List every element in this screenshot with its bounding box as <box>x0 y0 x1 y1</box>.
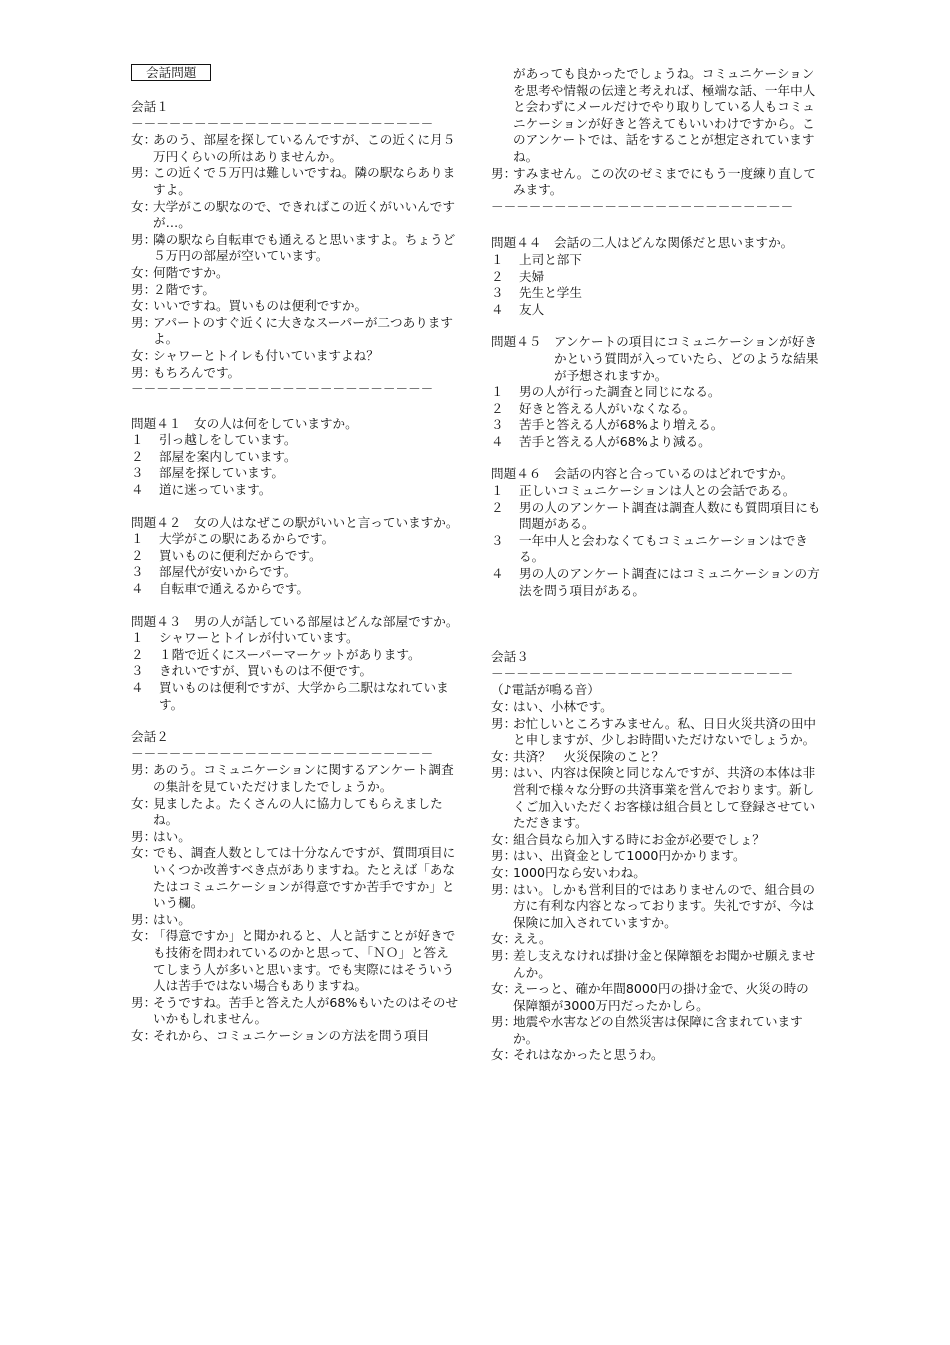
spacer <box>491 599 821 649</box>
question-header <box>131 416 461 433</box>
dialogue-line <box>491 1014 821 1047</box>
answer-option <box>491 417 821 434</box>
utterance: はい。 <box>153 828 191 844</box>
utterance: でも、調査人数としては十分なんですが、質問項目にいくつか改善すべき点がありますね。たとえば「あなたはコミュニケーションが得意ですか苦手ですか」という欄。 <box>153 845 456 911</box>
dialogue-line <box>131 845 461 911</box>
option-text: 部屋を案内しています。 <box>159 448 297 464</box>
answer-option <box>131 663 461 680</box>
option-number: ４ <box>131 581 144 597</box>
answer-option <box>131 581 461 598</box>
option-number: ２ <box>491 400 504 416</box>
option-number: ２ <box>131 547 144 563</box>
dialogue-line <box>131 829 461 846</box>
answer-option <box>491 384 821 401</box>
dialogue-line <box>491 882 821 932</box>
dialogue-line <box>491 1047 821 1064</box>
option-number: １ <box>131 630 144 646</box>
utterance: シャワーとトイレも付いていますよね？ <box>153 347 379 363</box>
dialogue-line <box>491 166 821 199</box>
answer-option <box>131 531 461 548</box>
option-text: 大学がこの駅にあるからです。 <box>159 531 335 547</box>
utterance: 何階ですか。 <box>153 264 229 280</box>
answer-option <box>491 401 821 418</box>
speaker: 男： <box>491 947 517 963</box>
speaker: 男： <box>131 364 157 380</box>
answer-option <box>131 432 461 449</box>
dialogue-line <box>491 699 821 716</box>
page-heading: 会話問題 <box>131 64 211 81</box>
question-header <box>491 235 821 252</box>
conversation-2 <box>131 729 461 1044</box>
answer-option <box>131 449 461 466</box>
question-number: 問題４５ <box>491 334 554 350</box>
utterance: 差し支えなければ掛け金と保障額をお聞かせ願えませんか。 <box>513 947 816 980</box>
left-column <box>131 64 461 1044</box>
dialogue-line <box>131 232 461 265</box>
dialogue-line <box>491 865 821 882</box>
option-number: １ <box>131 432 144 448</box>
answer-option <box>491 269 821 286</box>
utterance: ２階です。 <box>153 281 215 297</box>
question-text: 会話の内容と合っているのはどれですか。 <box>553 466 794 482</box>
dialogue-line <box>131 298 461 315</box>
utterance: えーっと、確か年間8000円の掛け金で、火災の時の保障額が3000万円だったかしら。 <box>513 981 809 1013</box>
utterance: はい、小林です。 <box>513 699 613 714</box>
option-number: ３ <box>131 564 144 580</box>
utterance: いいですね。買いものは便利ですか。 <box>153 298 368 314</box>
option-number: ４ <box>491 566 504 582</box>
speaker: 男： <box>491 165 517 181</box>
option-text: 男の人のアンケート調査は調査人数にも質問項目にも問題がある。 <box>519 499 821 532</box>
question-46 <box>491 466 821 599</box>
utterance: それから、コミュニケーションの方法を問う項目 <box>153 1027 430 1043</box>
dialogue-line <box>131 796 461 829</box>
speaker: 女： <box>491 748 517 764</box>
option-text: きれいですが、買いものは不便です。 <box>159 663 373 679</box>
speaker: 男： <box>131 911 157 927</box>
question-header <box>131 614 461 631</box>
question-number: 問題４６ <box>491 466 554 482</box>
utterance: あのう、部屋を探しているんですが、この近くに月５万円くらいの所はありませんか。 <box>153 132 456 164</box>
option-text: 苦手と答える人が68%より増える。 <box>519 417 724 433</box>
utterance: があっても良かったでしょうね。コミュニケーションを思考や情報の伝達と考えれば、極端な話、一年中人と会わずにメールだけでやり取りしている人もコミュニケーションが好きと答えてもいいわけですから。このアンケートでは、話をすることが想定されていますね。 <box>513 66 816 164</box>
option-number: １ <box>491 251 504 267</box>
answer-option <box>131 680 461 713</box>
dialogue-line <box>491 981 821 1014</box>
question-44 <box>491 235 821 318</box>
answer-option <box>491 285 821 302</box>
option-number: ４ <box>131 482 144 498</box>
speaker: 女： <box>131 264 157 280</box>
speaker: 男： <box>491 765 517 781</box>
speaker: 男： <box>131 281 157 297</box>
option-number: １ <box>131 531 144 547</box>
utterance: それはなかったと思うわ。 <box>513 1047 664 1063</box>
utterance: 地震や水害などの自然災害は保障に含まれていますか。 <box>513 1014 803 1046</box>
utterance: 大学がこの駅なので、できればこの近くがいいんですが…。 <box>153 198 455 231</box>
dialogue-line <box>491 832 821 849</box>
speaker: 女： <box>491 699 517 714</box>
dialogue-line <box>131 365 461 382</box>
option-text: 引っ越しをしています。 <box>159 432 297 448</box>
option-text: 友人 <box>519 301 545 317</box>
question-text: 男の人が話している部屋はどんな部屋ですか。 <box>193 613 459 629</box>
divider: －－－－－－－－－－－－－－－－－－－－－－－－ <box>131 745 434 761</box>
dialogue-line <box>131 995 461 1028</box>
option-number: ３ <box>491 417 504 433</box>
utterance: すみません。この次のゼミまでにもう一度練り直してみます。 <box>513 165 817 198</box>
conversation-1-lines <box>131 132 461 381</box>
right-column <box>491 66 821 1064</box>
option-text: 好きと答える人がいなくなる。 <box>519 400 696 416</box>
dialogue-line <box>131 265 461 282</box>
answer-option <box>491 302 821 319</box>
conversation-2-title: 会話２ <box>131 729 169 745</box>
utterance: アパートのすぐ近くに大きなスーパーが二つありますよ。 <box>153 314 453 347</box>
answer-option <box>131 564 461 581</box>
dialogue-line <box>131 1028 461 1045</box>
option-text: １階で近くにスーパーマーケットがあります。 <box>159 646 421 662</box>
divider: －－－－－－－－－－－－－－－－－－－－－－－－ <box>131 115 434 131</box>
answer-option <box>131 482 461 499</box>
option-text: 自転車で通えるからです。 <box>159 581 309 597</box>
utterance: はい、内容は保険と同じなんですが、共済の本体は非営利で様々な分野の共済事業を営んでおります。新しくご加入いただくお客様は組合員として登録させていただきます。 <box>513 765 816 831</box>
dialogue-line <box>131 762 461 795</box>
question-number: 問題４３ <box>131 613 194 629</box>
option-text: 部屋を探しています。 <box>159 465 284 481</box>
utterance: あのう。コミュニケーションに関するアンケート調査の集計を見ていただけましたでしょうか。 <box>153 762 454 794</box>
answer-option <box>491 566 821 599</box>
speaker: 女： <box>131 1027 157 1043</box>
utterance: 1000円なら安いわね。 <box>513 864 646 880</box>
speaker: 男： <box>131 231 157 247</box>
speaker: 男： <box>491 848 517 864</box>
option-text: 一年中人と会わなくてもコミュニケーションはできる。 <box>519 532 808 565</box>
question-header <box>131 515 461 532</box>
speaker: 男： <box>131 762 157 778</box>
option-number: ３ <box>131 663 144 679</box>
dialogue-line <box>131 282 461 299</box>
option-text: 苦手と答える人が68%より減る。 <box>519 433 711 449</box>
option-text: 男の人のアンケート調査にはコミュニケーションの方法を問う項目がある。 <box>519 566 820 598</box>
conversation-1-title: 会話１ <box>131 99 169 114</box>
divider: －－－－－－－－－－－－－－－－－－－－－－－－ <box>131 381 434 397</box>
option-text: 道に迷っています。 <box>159 482 272 498</box>
option-text: 上司と部下 <box>519 251 582 267</box>
speaker: 女： <box>131 132 157 148</box>
utterance: お忙しいところすみません。私、日日火災共済の田中と申しますが、少しお時間いただけないでしょうか。 <box>513 715 817 748</box>
option-text: 正しいコミュニケーションは人との会話である。 <box>519 483 796 499</box>
question-45 <box>491 334 821 450</box>
question-text: 女の人はなぜこの駅がいいと言っていますか。 <box>193 514 459 530</box>
option-number: ３ <box>131 465 144 481</box>
dialogue-line <box>131 132 461 165</box>
answer-option <box>131 647 461 664</box>
option-number: ４ <box>131 680 144 695</box>
question-text: アンケートの項目にコミュニケーションが好きかという質問が入っていたら、どのような結果が予想されますか。 <box>553 334 819 383</box>
conversation-1 <box>131 99 461 398</box>
dialogue-line <box>131 315 461 348</box>
speaker: 女： <box>131 198 157 214</box>
speaker: 女： <box>131 298 157 314</box>
question-header <box>491 334 821 384</box>
option-number: ３ <box>491 285 504 301</box>
question-number: 問題４２ <box>131 514 194 530</box>
option-number: ２ <box>491 268 504 284</box>
speaker: 男： <box>491 1014 517 1030</box>
speaker: 男： <box>491 881 517 897</box>
utterance: この近くで５万円は難しいですね。隣の駅ならありますよ。 <box>153 165 456 197</box>
answer-option <box>131 465 461 482</box>
answer-option <box>491 533 821 566</box>
utterance: もちろんです。 <box>153 364 241 380</box>
divider: －－－－－－－－－－－－－－－－－－－－－－－－ <box>491 665 794 681</box>
question-header <box>491 466 821 483</box>
option-number: ２ <box>131 448 144 464</box>
option-text: 買いものは便利ですが、大学から二駅はなれています。 <box>159 680 449 712</box>
option-number: ３ <box>491 532 504 548</box>
conversation-3 <box>491 649 821 1064</box>
speaker: 女： <box>491 831 517 847</box>
sound-cue: （♪電話が鳴る音） <box>491 682 600 698</box>
utterance: はい。 <box>153 911 191 927</box>
dialogue-line <box>491 931 821 948</box>
answer-option <box>131 630 461 647</box>
question-text: 会話の二人はどんな関係だと思いますか。 <box>553 235 794 251</box>
speaker: 男： <box>491 715 517 731</box>
option-text: シャワーとトイレが付いています。 <box>159 630 359 646</box>
dialogue-line <box>491 749 821 766</box>
option-number: １ <box>491 483 504 499</box>
speaker: 女： <box>131 845 157 861</box>
speaker: 女： <box>491 1047 517 1063</box>
dialogue-line <box>491 848 821 865</box>
dialogue-line <box>131 199 461 232</box>
dialogue-line <box>491 948 821 981</box>
speaker: 女： <box>491 864 517 880</box>
utterance: 見ましたよ。たくさんの人に協力してもらえましたね。 <box>153 795 443 828</box>
dialogue-continuation <box>491 66 821 166</box>
option-text: 部屋代が安いからです。 <box>159 564 297 580</box>
question-41 <box>131 416 461 499</box>
answer-option <box>491 500 821 533</box>
utterance: 共済？ 火災保険のこと？ <box>513 748 665 764</box>
answer-option <box>491 434 821 451</box>
question-number: 問題４４ <box>491 235 554 251</box>
utterance: そうですね。苦手と答えた人が68%もいたのはそのせいかもしれません。 <box>153 994 459 1027</box>
question-43 <box>131 614 461 714</box>
dialogue-line <box>131 928 461 994</box>
answer-option <box>491 483 821 500</box>
question-number: 問題４１ <box>131 415 194 431</box>
utterance: はい、出資金として1000円かかります。 <box>513 848 746 864</box>
utterance: はい。しかも営利目的ではありませんので、組合員の方に有利な内容となっております。失礼ですが、今は保険に加入されていますか。 <box>513 881 815 930</box>
option-number: １ <box>491 384 504 400</box>
option-number: ２ <box>131 646 144 662</box>
option-text: 買いものに便利だからです。 <box>159 547 322 563</box>
dialogue-line <box>131 912 461 929</box>
utterance: 隣の駅なら自転車でも通えると思いますよ。ちょうど５万円の部屋が空いています。 <box>153 231 456 264</box>
divider: －－－－－－－－－－－－－－－－－－－－－－－－ <box>491 198 794 214</box>
speaker: 女： <box>491 931 517 947</box>
dialogue-line <box>491 716 821 749</box>
speaker: 女： <box>491 981 517 997</box>
question-42 <box>131 515 461 598</box>
speaker: 男： <box>131 314 157 330</box>
dialogue-line <box>491 765 821 831</box>
option-number: ４ <box>491 301 504 317</box>
speaker: 女： <box>131 928 157 944</box>
speaker: 男： <box>131 994 157 1010</box>
answer-option <box>491 252 821 269</box>
speaker: 男： <box>131 828 157 844</box>
conversation-3-title: 会話３ <box>491 649 529 665</box>
utterance: 組合員なら加入する時にお金が必要でしょ？ <box>513 831 765 847</box>
option-text: 夫婦 <box>519 268 545 284</box>
speaker: 女： <box>131 795 157 811</box>
utterance: ええ。 <box>513 931 552 947</box>
option-text: 男の人が行った調査と同じになる。 <box>519 384 721 400</box>
dialogue-line <box>131 165 461 198</box>
speaker: 男： <box>131 165 157 181</box>
dialogue-line <box>131 348 461 365</box>
option-text: 先生と学生 <box>519 285 582 301</box>
answer-option <box>131 548 461 565</box>
option-number: ４ <box>491 433 504 449</box>
continuation-indent <box>491 66 513 166</box>
option-number: ２ <box>491 499 504 515</box>
speaker: 女： <box>131 347 157 363</box>
utterance: 「得意ですか」と聞かれると、人と話すことが好きでも技術を問われているのかと思って、「ＮＯ」と答えてしまう人が多いと思います。でも実際にはそういう人は苦手ではない場合もありますね。 <box>153 928 456 994</box>
question-text: 女の人は何をしていますか。 <box>193 415 358 431</box>
